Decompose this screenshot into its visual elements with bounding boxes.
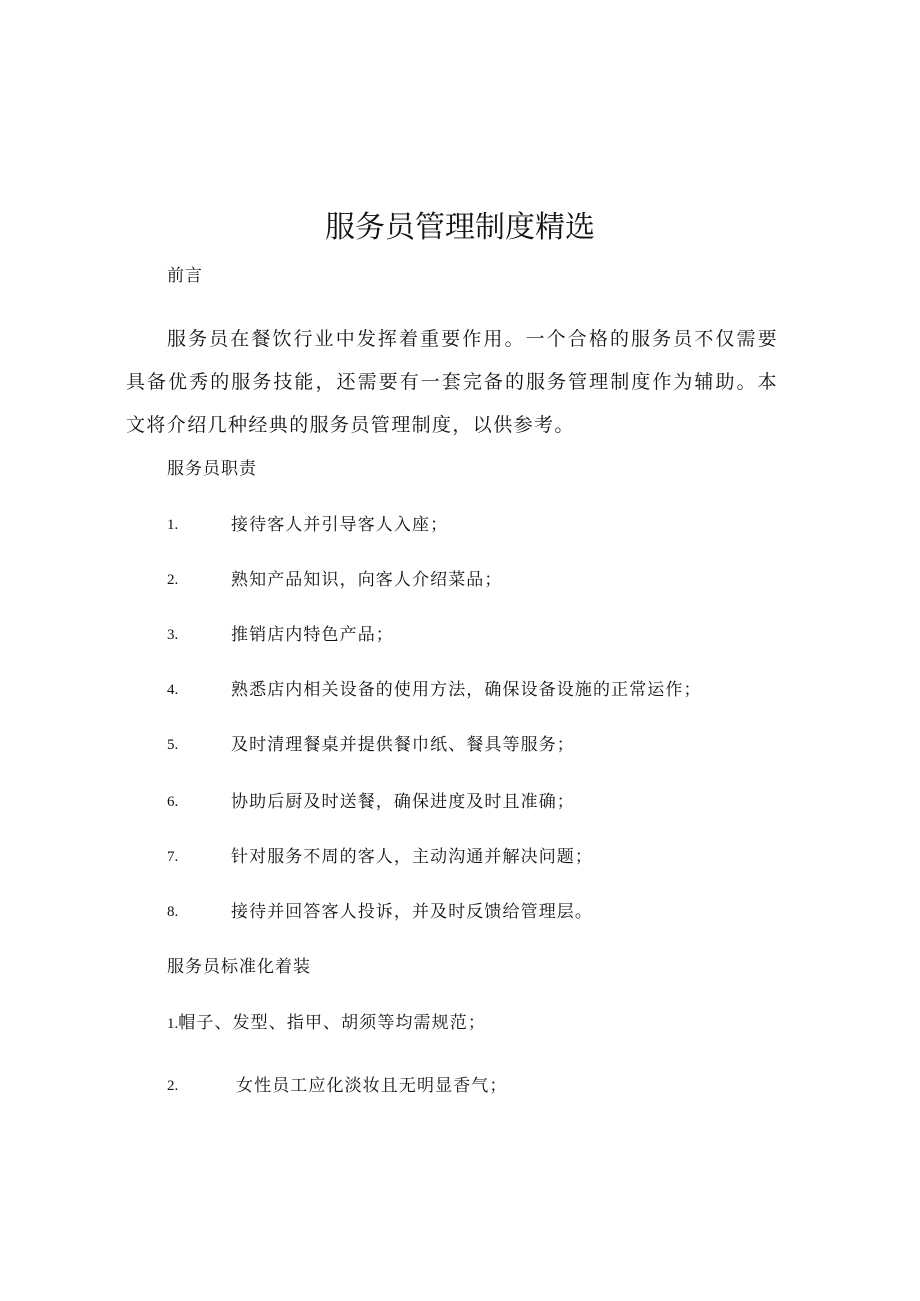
duty-item [0,899,920,925]
duty-item [0,789,920,815]
duty-text: 熟知产品知识，向客人介绍菜品； [231,570,503,590]
duty-number: 6. [167,794,179,810]
duty-text: 熟悉店内相关设备的使用方法，确保设备设施的正常运作； [231,680,702,700]
duty-item [0,567,920,593]
duty-number: 7. [167,849,179,865]
duty-item [0,844,920,870]
dress-text: 帽子、发型、指甲、胡须等均需规范； [178,1013,486,1033]
duty-text: 推销店内特色产品； [231,625,394,645]
duty-item [0,677,920,703]
duty-number: 1. [167,517,179,533]
preface-heading: 前言 [167,266,203,286]
duty-text: 接待并回答客人投诉，并及时反馈给管理层。 [231,902,593,922]
duty-item [0,732,920,758]
duty-text: 协助后厨及时送餐，确保进度及时且准确； [231,792,575,812]
duty-item [0,622,920,648]
duty-number: 2. [167,572,179,588]
dress-text: 女性员工应化淡妆且无明显香气； [236,1076,508,1096]
dress-number: 2. [167,1078,179,1094]
dress-heading: 服务员标准化着装 [167,957,311,977]
preface-paragraph: 服务员在餐饮行业中发挥着重要作用。一个合格的服务员不仅需要具备优秀的服务技能，还需要有一套完备的服务管理制度作为辅助。本文将介绍几种经典的服务员管理制度，以供参考。 [126,328,778,436]
duty-number: 8. [167,904,179,920]
duties-heading: 服务员职责 [167,459,257,479]
dress-number: 1. [167,1016,179,1032]
duty-text: 及时清理餐桌并提供餐巾纸、餐具等服务； [231,735,575,755]
duty-text: 针对服务不周的客人，主动沟通并解决问题； [231,847,593,867]
duty-number: 3. [167,627,179,643]
document-title: 服务员管理制度精选 [325,210,595,245]
duty-number: 5. [167,737,179,753]
dress-item [0,1073,920,1099]
duty-item [0,512,920,538]
duty-number: 4. [167,682,179,698]
duty-text: 接待客人并引导客人入座； [231,515,449,535]
dress-item [167,1010,486,1037]
